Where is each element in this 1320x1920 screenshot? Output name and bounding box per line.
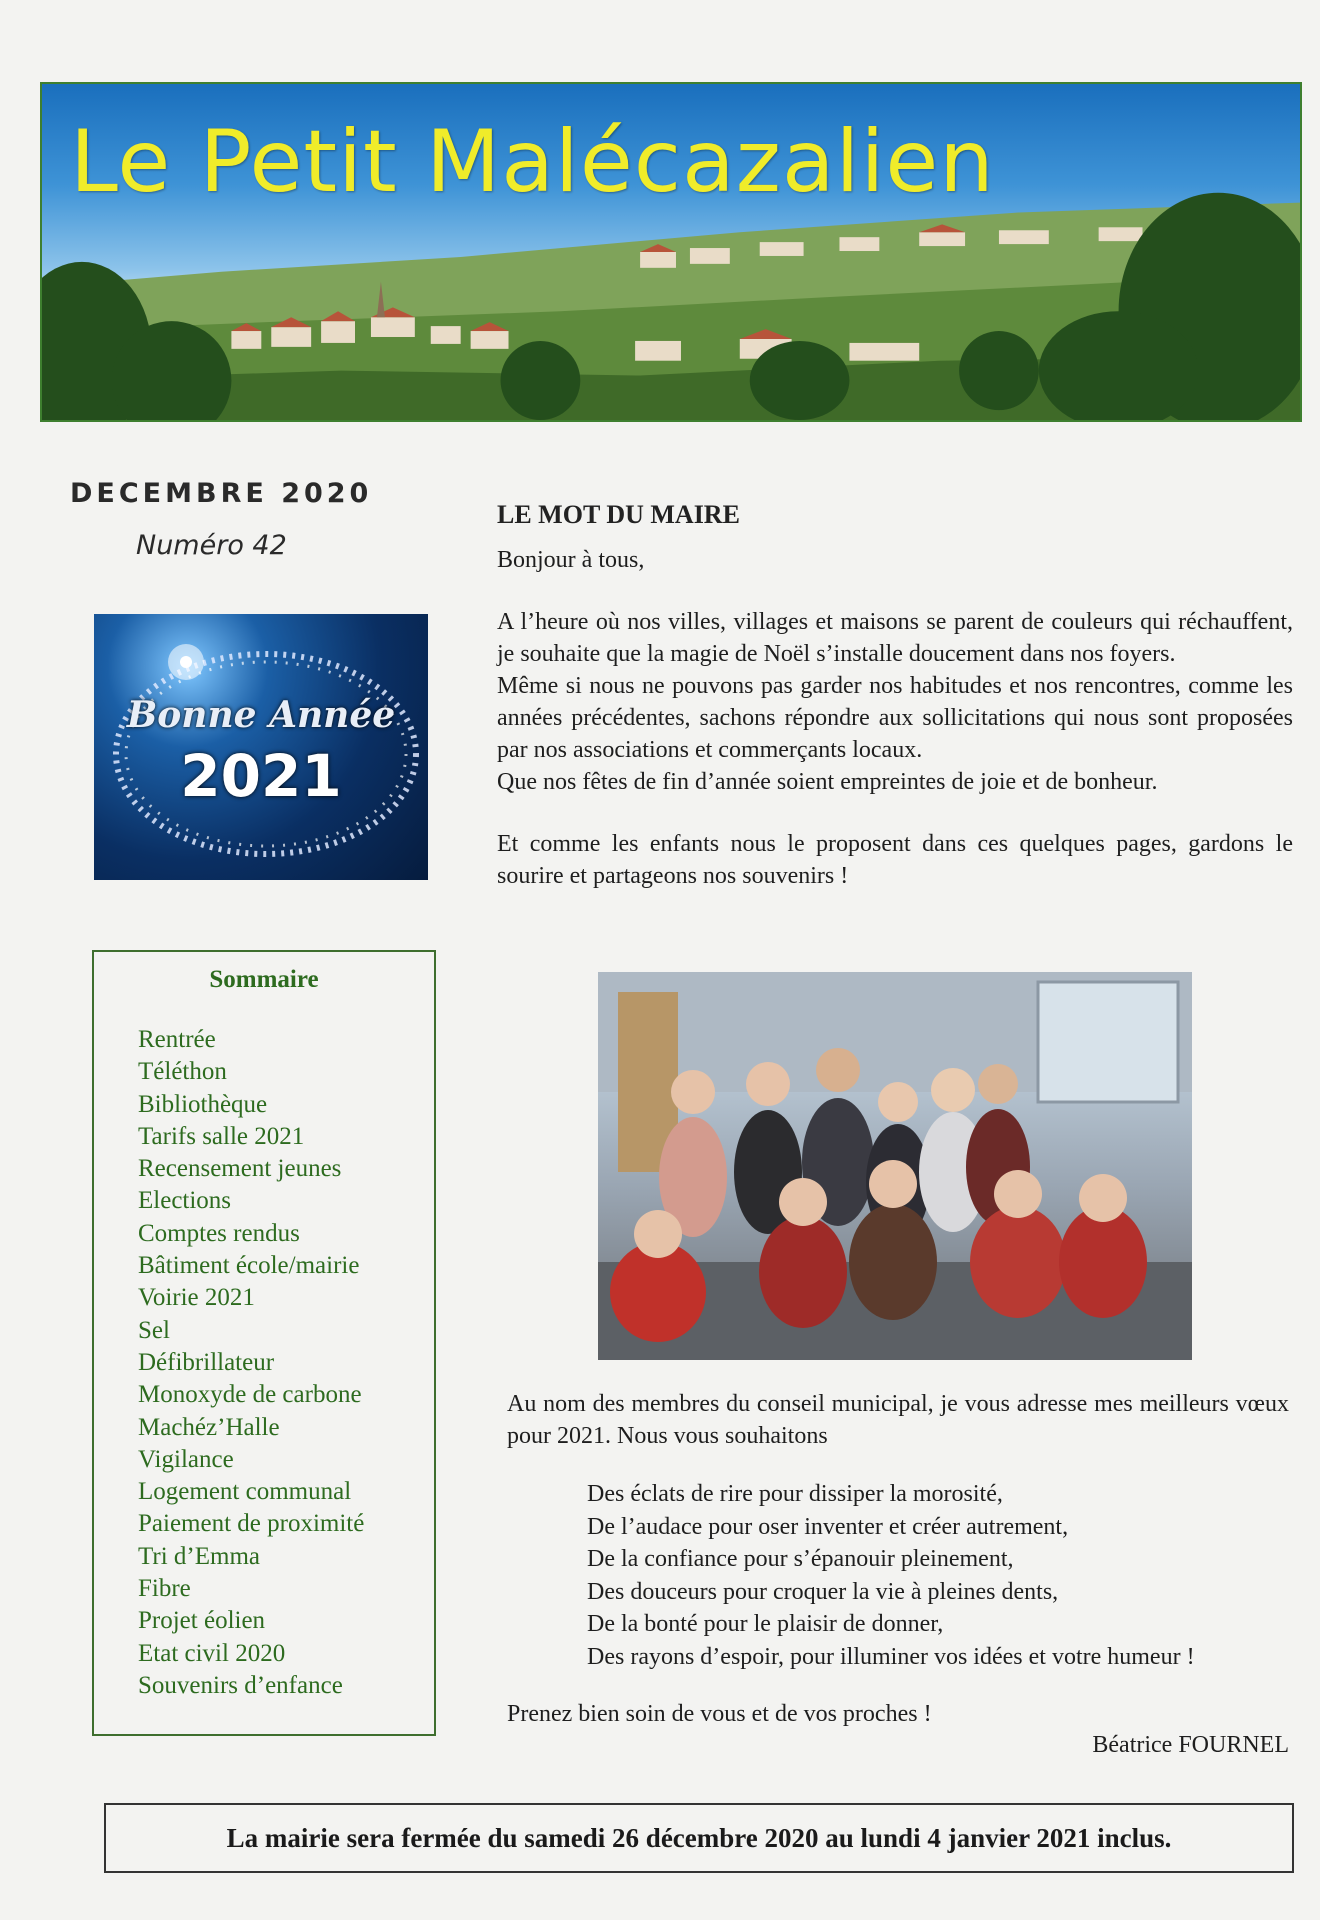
sommaire-item: Tri d’Emma: [138, 1542, 260, 1570]
sommaire-box: [92, 950, 436, 1736]
new-year-card: [94, 614, 428, 880]
article-heading: LE MOT DU MAIRE: [497, 500, 740, 529]
wish-line: De l’audace pour oser inventer et créer autrement,: [587, 1513, 1069, 1540]
sommaire-item: Etat civil 2020: [138, 1639, 286, 1667]
article-paragraph: A l’heure où nos villes, villages et maisons se parent de couleurs qui réchauffent, je souhaite que la magie de Noël s’installe doucement dans nos foyers.: [497, 609, 1293, 667]
sommaire-item: Projet éolien: [138, 1607, 266, 1635]
sommaire-item: Souvenirs d’enfance: [138, 1671, 343, 1699]
article-paragraph: Que nos fêtes de fin d’année soient empreintes de joie et de bonheur.: [497, 769, 1158, 795]
sommaire-item: Bâtiment école/mairie: [138, 1252, 360, 1280]
closure-notice: La mairie sera fermée du samedi 26 décembre 2020 au lundi 4 janvier 2021 inclus.: [104, 1803, 1294, 1873]
sommaire-item: Sel: [138, 1316, 170, 1344]
sommaire-item: Voirie 2021: [138, 1284, 255, 1312]
newsletter-title: Le Petit Malécazalien: [70, 112, 995, 212]
sommaire-item: Elections: [138, 1187, 232, 1215]
article-greeting: Bonjour à tous,: [497, 547, 645, 573]
wish-line: Des douceurs pour croquer la vie à pleines dents,: [587, 1578, 1059, 1605]
wishes-list: [587, 1478, 1289, 1673]
sommaire-item: Rentrée: [138, 1026, 216, 1053]
wish-line: Des rayons d’espoir, pour illuminer vos idées et votre humeur !: [587, 1643, 1195, 1670]
wish-line: De la confiance pour s’épanouir pleinement,: [587, 1546, 1014, 1572]
sommaire-item: Logement communal: [138, 1478, 352, 1506]
sommaire-item: Fibre: [138, 1575, 191, 1603]
sommaire-item: Téléthon: [138, 1058, 227, 1086]
sommaire-item: Défibrillateur: [138, 1348, 275, 1376]
article-paragraph: Et comme les enfants nous le proposent dans ces quelques pages, gardons le sourire et partageons nos souvenirs !: [497, 831, 1293, 889]
sommaire-item: Machéz’Halle: [138, 1413, 280, 1441]
masthead-banner: [40, 82, 1302, 422]
wish-line: De la bonté pour le plaisir de donner,: [587, 1611, 944, 1637]
closing-intro: Au nom des membres du conseil municipal, je vous adresse mes meilleurs vœux pour 2021. Nous vous souhaitons: [507, 1391, 1289, 1449]
mayor-article: [497, 500, 1293, 892]
sommaire-item: Vigilance: [138, 1445, 234, 1473]
card-year: 2021: [180, 742, 342, 810]
sommaire-title: Sommaire: [209, 966, 319, 993]
sommaire-list: [94, 1024, 434, 1702]
sommaire-item: Monoxyde de carbone: [138, 1381, 362, 1409]
sommaire-item: Recensement jeunes: [138, 1155, 342, 1183]
sommaire-item: Bibliothèque: [138, 1090, 268, 1118]
children-group-photo: [598, 972, 1192, 1360]
wish-line: Des éclats de rire pour dissiper la morosité,: [587, 1481, 1003, 1507]
issue-date: DECEMBRE 2020: [70, 478, 373, 509]
children-photo-image: [598, 972, 1192, 1360]
sommaire-item: Tarifs salle 2021: [138, 1122, 305, 1150]
sommaire-item: Comptes rendus: [138, 1219, 300, 1247]
article-paragraph: Même si nous ne pouvons pas garder nos habitudes et nos rencontres, comme les années précédentes, sachons répondre aux sollicitations qui nous sont proposées par nos associations et commerçants locaux.: [497, 673, 1293, 763]
closing-section: [507, 1388, 1289, 1759]
card-greeting: Bonne Année: [126, 694, 396, 736]
mayor-signature: Béatrice FOURNEL: [1092, 1732, 1289, 1758]
sommaire-item: Paiement de proximité: [138, 1510, 365, 1538]
sign-off: Prenez bien soin de vous et de vos proches !: [507, 1701, 932, 1727]
issue-number: Numéro 42: [136, 530, 287, 561]
